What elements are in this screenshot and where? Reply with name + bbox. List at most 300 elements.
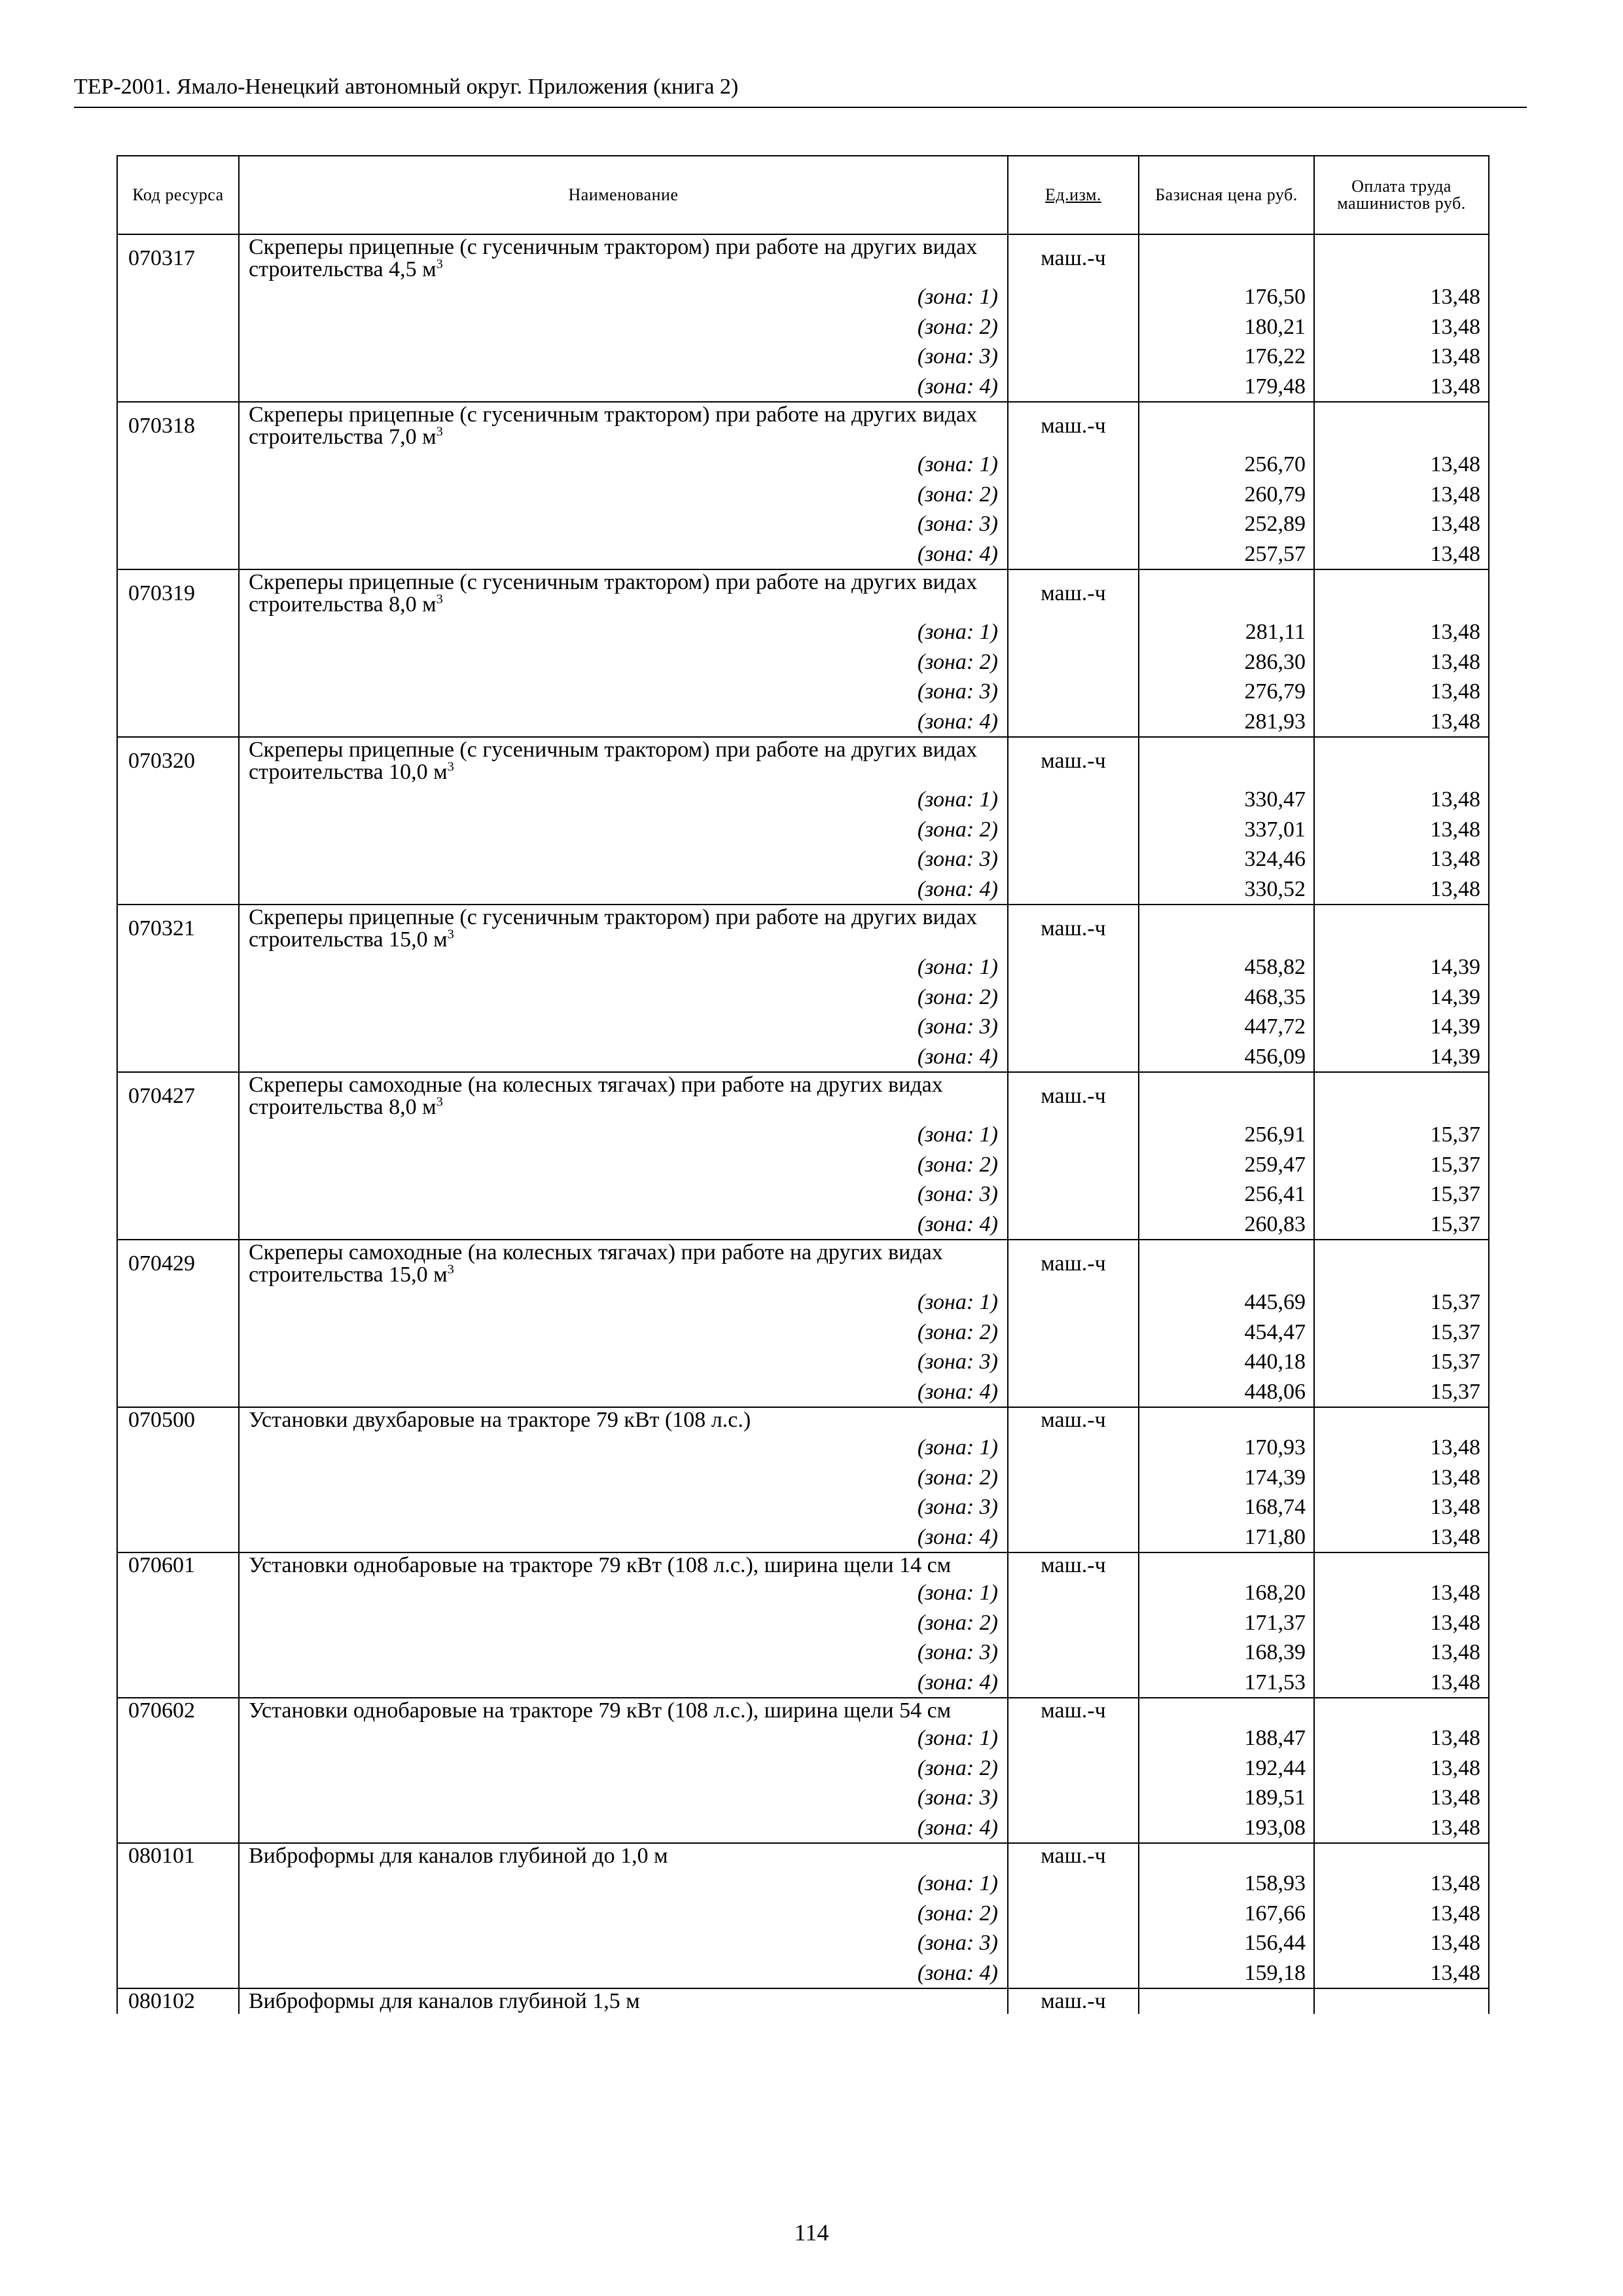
- empty-cell: [117, 1813, 239, 1844]
- zone-row: [117, 1813, 1489, 1844]
- operator-wage: 13,48: [1314, 1753, 1489, 1784]
- empty-cell: [1314, 402, 1489, 450]
- base-price: 456,09: [1139, 1042, 1314, 1073]
- empty-cell: [1008, 1723, 1139, 1753]
- empty-cell: [117, 1120, 239, 1150]
- zone-row: [117, 815, 1489, 845]
- price-table: [116, 155, 1489, 2014]
- resource-name-cell: [239, 1843, 1008, 1869]
- zone-label: (зона: 2): [239, 647, 1008, 677]
- zone-label: (зона: 3): [239, 509, 1008, 539]
- resource-row: [117, 234, 1489, 282]
- resource-code: 080101: [117, 1843, 239, 1869]
- base-price: 252,89: [1139, 509, 1314, 539]
- zone-label: (зона: 3): [239, 844, 1008, 874]
- resource-name-cell: [239, 569, 1008, 617]
- resource-unit: маш.-ч: [1008, 234, 1139, 282]
- resource-name: Скреперы самоходные (на колесных тягачах) при работе на других видах строительства 15,0 м: [249, 1240, 943, 1287]
- unit-superscript: 3: [447, 927, 454, 942]
- zone-row: [117, 617, 1489, 647]
- base-price: 171,80: [1139, 1522, 1314, 1553]
- empty-cell: [1139, 737, 1314, 785]
- resource-unit: маш.-ч: [1008, 1698, 1139, 1723]
- zone-label: (зона: 3): [239, 1012, 1008, 1042]
- zone-label: (зона: 1): [239, 1433, 1008, 1463]
- operator-wage: 13,48: [1314, 1928, 1489, 1958]
- empty-cell: [117, 677, 239, 707]
- empty-cell: [1139, 234, 1314, 282]
- zone-row: [117, 677, 1489, 707]
- zone-label: (зона: 1): [239, 952, 1008, 982]
- resource-name: Скреперы самоходные (на колесных тягачах) при работе на других видах строительства 8,0 м: [249, 1073, 943, 1119]
- empty-cell: [1008, 707, 1139, 738]
- operator-wage: 13,48: [1314, 1433, 1489, 1463]
- resource-row: [117, 1552, 1489, 1578]
- zone-row: [117, 952, 1489, 982]
- empty-cell: [117, 1042, 239, 1073]
- empty-cell: [117, 1012, 239, 1042]
- empty-cell: [1008, 1522, 1139, 1553]
- base-price: 257,57: [1139, 539, 1314, 570]
- empty-cell: [117, 480, 239, 510]
- resource-name: Скреперы прицепные (с гусеничным трактором) при работе на других видах строительства 4,5 м: [249, 235, 978, 281]
- empty-cell: [1008, 1928, 1139, 1958]
- operator-wage: 15,37: [1314, 1377, 1489, 1408]
- zone-row: [117, 1753, 1489, 1784]
- zone-row: [117, 1287, 1489, 1318]
- resource-name: Скреперы прицепные (с гусеничным трактором) при работе на других видах строительства 7,0 м: [249, 403, 978, 449]
- resource-row: [117, 1407, 1489, 1433]
- empty-cell: [117, 1179, 239, 1210]
- zone-row: [117, 282, 1489, 312]
- zone-label: (зона: 2): [239, 1318, 1008, 1348]
- empty-cell: [1008, 1120, 1139, 1150]
- zone-label: (зона: 2): [239, 480, 1008, 510]
- unit-superscript: 3: [436, 424, 443, 439]
- resource-row: [117, 569, 1489, 617]
- empty-cell: [1008, 1668, 1139, 1698]
- resource-code: 070601: [117, 1552, 239, 1578]
- empty-cell: [1008, 952, 1139, 982]
- operator-wage: 13,48: [1314, 1522, 1489, 1553]
- empty-cell: [117, 1723, 239, 1753]
- resource-code: 070318: [117, 402, 239, 450]
- operator-wage: 13,48: [1314, 1578, 1489, 1608]
- empty-cell: [1008, 1608, 1139, 1638]
- empty-cell: [117, 1899, 239, 1929]
- empty-cell: [1139, 1407, 1314, 1433]
- base-price: 256,91: [1139, 1120, 1314, 1150]
- resource-name-cell: [239, 1698, 1008, 1723]
- zone-label: (зона: 1): [239, 282, 1008, 312]
- empty-cell: [1008, 1179, 1139, 1210]
- base-price: 337,01: [1139, 815, 1314, 845]
- operator-wage: 13,48: [1314, 874, 1489, 905]
- zone-label: (зона: 1): [239, 1287, 1008, 1318]
- zone-label: (зона: 1): [239, 1869, 1008, 1899]
- base-price: 193,08: [1139, 1813, 1314, 1844]
- base-price: 259,47: [1139, 1150, 1314, 1180]
- base-price: 281,11: [1139, 617, 1314, 647]
- column-header-price: Базисная цена руб.: [1139, 156, 1314, 234]
- empty-cell: [1008, 1433, 1139, 1463]
- zone-row: [117, 1179, 1489, 1210]
- resource-code: 070500: [117, 1407, 239, 1433]
- empty-cell: [117, 1928, 239, 1958]
- resource-unit: маш.-ч: [1008, 905, 1139, 952]
- operator-wage: 13,48: [1314, 707, 1489, 738]
- zone-label: (зона: 4): [239, 1958, 1008, 1989]
- operator-wage: 13,48: [1314, 372, 1489, 403]
- operator-wage: 14,39: [1314, 952, 1489, 982]
- resource-name-cell: [239, 402, 1008, 450]
- resource-code: 070429: [117, 1240, 239, 1287]
- resource-name-cell: [239, 1988, 1008, 2014]
- base-price: 180,21: [1139, 312, 1314, 342]
- operator-wage: 13,48: [1314, 539, 1489, 570]
- empty-cell: [117, 1522, 239, 1553]
- empty-cell: [1008, 1869, 1139, 1899]
- base-price: 158,93: [1139, 1869, 1314, 1899]
- zone-row: [117, 1150, 1489, 1180]
- empty-cell: [1008, 1377, 1139, 1408]
- empty-cell: [117, 647, 239, 677]
- empty-cell: [117, 1377, 239, 1408]
- resource-name: Скреперы прицепные (с гусеничным трактором) при работе на других видах строительства 8,0 м: [249, 570, 978, 617]
- base-price: 281,93: [1139, 707, 1314, 738]
- empty-cell: [1008, 1783, 1139, 1813]
- zone-row: [117, 1042, 1489, 1073]
- resource-row: [117, 1843, 1489, 1869]
- unit-superscript: 3: [436, 257, 443, 272]
- zone-label: (зона: 4): [239, 874, 1008, 905]
- empty-cell: [117, 539, 239, 570]
- zone-row: [117, 1783, 1489, 1813]
- operator-wage: 13,48: [1314, 1638, 1489, 1668]
- zone-label: (зона: 1): [239, 1120, 1008, 1150]
- zone-row: [117, 450, 1489, 480]
- base-price: 447,72: [1139, 1012, 1314, 1042]
- empty-cell: [1008, 617, 1139, 647]
- operator-wage: 14,39: [1314, 1042, 1489, 1073]
- operator-wage: 13,48: [1314, 1492, 1489, 1522]
- operator-wage: 13,48: [1314, 617, 1489, 647]
- zone-row: [117, 1522, 1489, 1553]
- empty-cell: [117, 874, 239, 905]
- empty-cell: [1008, 1318, 1139, 1348]
- zone-label: (зона: 4): [239, 1042, 1008, 1073]
- zone-label: (зона: 2): [239, 1150, 1008, 1180]
- resource-name: Установки двухбаровые на тракторе 79 кВт (108 л.с.): [249, 1408, 751, 1432]
- empty-cell: [1314, 234, 1489, 282]
- resource-code: 070321: [117, 905, 239, 952]
- zone-label: (зона: 4): [239, 1210, 1008, 1240]
- zone-row: [117, 312, 1489, 342]
- empty-cell: [1139, 1988, 1314, 2014]
- resource-row: [117, 1988, 1489, 2014]
- empty-cell: [1314, 569, 1489, 617]
- empty-cell: [117, 282, 239, 312]
- empty-cell: [1139, 1072, 1314, 1120]
- operator-wage: 13,48: [1314, 785, 1489, 815]
- zone-row: [117, 647, 1489, 677]
- resource-unit: маш.-ч: [1008, 569, 1139, 617]
- zone-row: [117, 1433, 1489, 1463]
- empty-cell: [1008, 1578, 1139, 1608]
- resource-name: Установки однобаровые на тракторе 79 кВт (108 л.с.), ширина щели 14 см: [249, 1553, 952, 1577]
- operator-wage: 15,37: [1314, 1287, 1489, 1318]
- empty-cell: [117, 1463, 239, 1493]
- zone-row: [117, 874, 1489, 905]
- operator-wage: 13,48: [1314, 815, 1489, 845]
- operator-wage: 14,39: [1314, 982, 1489, 1013]
- zone-label: (зона: 3): [239, 1492, 1008, 1522]
- zone-row: [117, 1492, 1489, 1522]
- empty-cell: [117, 1347, 239, 1377]
- zone-row: [117, 342, 1489, 372]
- empty-cell: [1008, 677, 1139, 707]
- base-price: 170,93: [1139, 1433, 1314, 1463]
- empty-cell: [1314, 905, 1489, 952]
- column-header-wage: Оплата труда машинистов руб.: [1314, 156, 1489, 234]
- zone-label: (зона: 2): [239, 1463, 1008, 1493]
- column-header-unit: Ед.изм.: [1008, 156, 1139, 234]
- zone-label: (зона: 1): [239, 1723, 1008, 1753]
- operator-wage: 13,48: [1314, 1958, 1489, 1989]
- zone-label: (зона: 4): [239, 1522, 1008, 1553]
- resource-name-cell: [239, 737, 1008, 785]
- operator-wage: 15,37: [1314, 1150, 1489, 1180]
- empty-cell: [1139, 402, 1314, 450]
- operator-wage: 13,48: [1314, 1463, 1489, 1493]
- empty-cell: [1314, 1240, 1489, 1287]
- zone-row: [117, 1578, 1489, 1608]
- empty-cell: [1008, 450, 1139, 480]
- zone-row: [117, 1120, 1489, 1150]
- zone-row: [117, 1928, 1489, 1958]
- table-body: [117, 234, 1489, 2014]
- unit-superscript: 3: [447, 759, 454, 774]
- base-price: 256,41: [1139, 1179, 1314, 1210]
- operator-wage: 13,48: [1314, 1813, 1489, 1844]
- empty-cell: [1008, 282, 1139, 312]
- empty-cell: [1008, 480, 1139, 510]
- empty-cell: [1139, 905, 1314, 952]
- resource-name: Скреперы прицепные (с гусеничным трактором) при работе на других видах строительства 15,0 м: [249, 905, 978, 952]
- base-price: 448,06: [1139, 1377, 1314, 1408]
- zone-label: (зона: 1): [239, 617, 1008, 647]
- empty-cell: [1314, 1988, 1489, 2014]
- empty-cell: [1314, 737, 1489, 785]
- zone-label: (зона: 2): [239, 1753, 1008, 1784]
- empty-cell: [117, 1210, 239, 1240]
- zone-label: (зона: 3): [239, 1638, 1008, 1668]
- page-number: 114: [794, 2219, 829, 2246]
- empty-cell: [117, 1783, 239, 1813]
- empty-cell: [117, 1492, 239, 1522]
- base-price: 188,47: [1139, 1723, 1314, 1753]
- document-title: ТЕР-2001. Ямало-Ненецкий автономный округ. Приложения (книга 2): [74, 75, 739, 99]
- base-price: 260,79: [1139, 480, 1314, 510]
- base-price: 156,44: [1139, 1928, 1314, 1958]
- resource-unit: маш.-ч: [1008, 1552, 1139, 1578]
- empty-cell: [117, 844, 239, 874]
- empty-cell: [1008, 509, 1139, 539]
- resource-name-cell: [239, 234, 1008, 282]
- operator-wage: 13,48: [1314, 677, 1489, 707]
- base-price: 176,50: [1139, 282, 1314, 312]
- empty-cell: [117, 1608, 239, 1638]
- resource-row: [117, 1072, 1489, 1120]
- empty-cell: [1008, 312, 1139, 342]
- zone-label: (зона: 1): [239, 450, 1008, 480]
- zone-label: (зона: 3): [239, 1347, 1008, 1377]
- zone-label: (зона: 4): [239, 539, 1008, 570]
- zone-label: (зона: 2): [239, 982, 1008, 1013]
- resource-code: 070427: [117, 1072, 239, 1120]
- empty-cell: [1008, 1287, 1139, 1318]
- operator-wage: 15,37: [1314, 1210, 1489, 1240]
- base-price: 440,18: [1139, 1347, 1314, 1377]
- resource-name: Установки однобаровые на тракторе 79 кВт (108 л.с.), ширина щели 54 см: [249, 1698, 952, 1723]
- zone-label: (зона: 4): [239, 1377, 1008, 1408]
- zone-label: (зона: 3): [239, 1179, 1008, 1210]
- empty-cell: [117, 1578, 239, 1608]
- base-price: 324,46: [1139, 844, 1314, 874]
- zone-row: [117, 372, 1489, 403]
- empty-cell: [1008, 1210, 1139, 1240]
- zone-label: (зона: 4): [239, 1668, 1008, 1698]
- column-header-name: Наименование: [239, 156, 1008, 234]
- empty-cell: [1008, 844, 1139, 874]
- zone-label: (зона: 2): [239, 312, 1008, 342]
- resource-unit: маш.-ч: [1008, 1072, 1139, 1120]
- empty-cell: [117, 952, 239, 982]
- operator-wage: 13,48: [1314, 342, 1489, 372]
- empty-cell: [117, 342, 239, 372]
- empty-cell: [117, 1958, 239, 1989]
- empty-cell: [1314, 1843, 1489, 1869]
- empty-cell: [117, 1869, 239, 1899]
- zone-row: [117, 480, 1489, 510]
- zone-row: [117, 1668, 1489, 1698]
- page-header: [74, 71, 1527, 108]
- empty-cell: [117, 450, 239, 480]
- resource-row: [117, 737, 1489, 785]
- resource-code: 070317: [117, 234, 239, 282]
- empty-cell: [117, 982, 239, 1013]
- resource-name-cell: [239, 1072, 1008, 1120]
- resource-row: [117, 1240, 1489, 1287]
- zone-row: [117, 1012, 1489, 1042]
- empty-cell: [117, 1668, 239, 1698]
- zone-label: (зона: 4): [239, 707, 1008, 738]
- zone-row: [117, 1347, 1489, 1377]
- empty-cell: [117, 312, 239, 342]
- operator-wage: 13,48: [1314, 1899, 1489, 1929]
- zone-label: (зона: 2): [239, 1899, 1008, 1929]
- resource-code: 080102: [117, 1988, 239, 2014]
- base-price: 159,18: [1139, 1958, 1314, 1989]
- zone-label: (зона: 2): [239, 1608, 1008, 1638]
- zone-row: [117, 1958, 1489, 1989]
- empty-cell: [1314, 1407, 1489, 1433]
- zone-row: [117, 1608, 1489, 1638]
- base-price: 468,35: [1139, 982, 1314, 1013]
- empty-cell: [117, 1638, 239, 1668]
- zone-row: [117, 785, 1489, 815]
- operator-wage: 15,37: [1314, 1347, 1489, 1377]
- resource-name: Виброформы для каналов глубиной 1,5 м: [249, 1989, 640, 2013]
- operator-wage: 13,48: [1314, 509, 1489, 539]
- base-price: 458,82: [1139, 952, 1314, 982]
- zone-row: [117, 1869, 1489, 1899]
- zone-label: (зона: 3): [239, 677, 1008, 707]
- base-price: 179,48: [1139, 372, 1314, 403]
- base-price: 454,47: [1139, 1318, 1314, 1348]
- resource-row: [117, 1698, 1489, 1723]
- empty-cell: [117, 815, 239, 845]
- zone-label: (зона: 1): [239, 1578, 1008, 1608]
- resource-name: Виброформы для каналов глубиной до 1,0 м: [249, 1844, 668, 1868]
- base-price: 192,44: [1139, 1753, 1314, 1784]
- empty-cell: [1008, 372, 1139, 403]
- empty-cell: [1139, 1552, 1314, 1578]
- empty-cell: [117, 707, 239, 738]
- resource-unit: маш.-ч: [1008, 1407, 1139, 1433]
- empty-cell: [1139, 1240, 1314, 1287]
- zone-label: (зона: 3): [239, 342, 1008, 372]
- operator-wage: 15,37: [1314, 1120, 1489, 1150]
- empty-cell: [1008, 1492, 1139, 1522]
- resource-unit: маш.-ч: [1008, 1843, 1139, 1869]
- empty-cell: [117, 617, 239, 647]
- empty-cell: [1008, 1347, 1139, 1377]
- resource-name-cell: [239, 1407, 1008, 1433]
- table-header-row: [117, 156, 1489, 234]
- resource-name-cell: [239, 1552, 1008, 1578]
- operator-wage: 13,48: [1314, 1723, 1489, 1753]
- base-price: 330,47: [1139, 785, 1314, 815]
- unit-superscript: 3: [436, 1094, 443, 1109]
- base-price: 171,53: [1139, 1668, 1314, 1698]
- empty-cell: [1008, 1813, 1139, 1844]
- empty-cell: [1008, 1899, 1139, 1929]
- resource-name-cell: [239, 905, 1008, 952]
- empty-cell: [1008, 874, 1139, 905]
- zone-row: [117, 539, 1489, 570]
- empty-cell: [1008, 647, 1139, 677]
- empty-cell: [1314, 1552, 1489, 1578]
- empty-cell: [1008, 815, 1139, 845]
- empty-cell: [1008, 1042, 1139, 1073]
- base-price: 286,30: [1139, 647, 1314, 677]
- operator-wage: 13,48: [1314, 1869, 1489, 1899]
- base-price: 174,39: [1139, 1463, 1314, 1493]
- empty-cell: [1008, 1150, 1139, 1180]
- base-price: 445,69: [1139, 1287, 1314, 1318]
- empty-cell: [1314, 1072, 1489, 1120]
- resource-row: [117, 402, 1489, 450]
- zone-row: [117, 509, 1489, 539]
- base-price: 256,70: [1139, 450, 1314, 480]
- zone-label: (зона: 4): [239, 372, 1008, 403]
- unit-superscript: 3: [447, 1262, 454, 1277]
- empty-cell: [1008, 1463, 1139, 1493]
- zone-row: [117, 982, 1489, 1013]
- empty-cell: [117, 1287, 239, 1318]
- operator-wage: 13,48: [1314, 1608, 1489, 1638]
